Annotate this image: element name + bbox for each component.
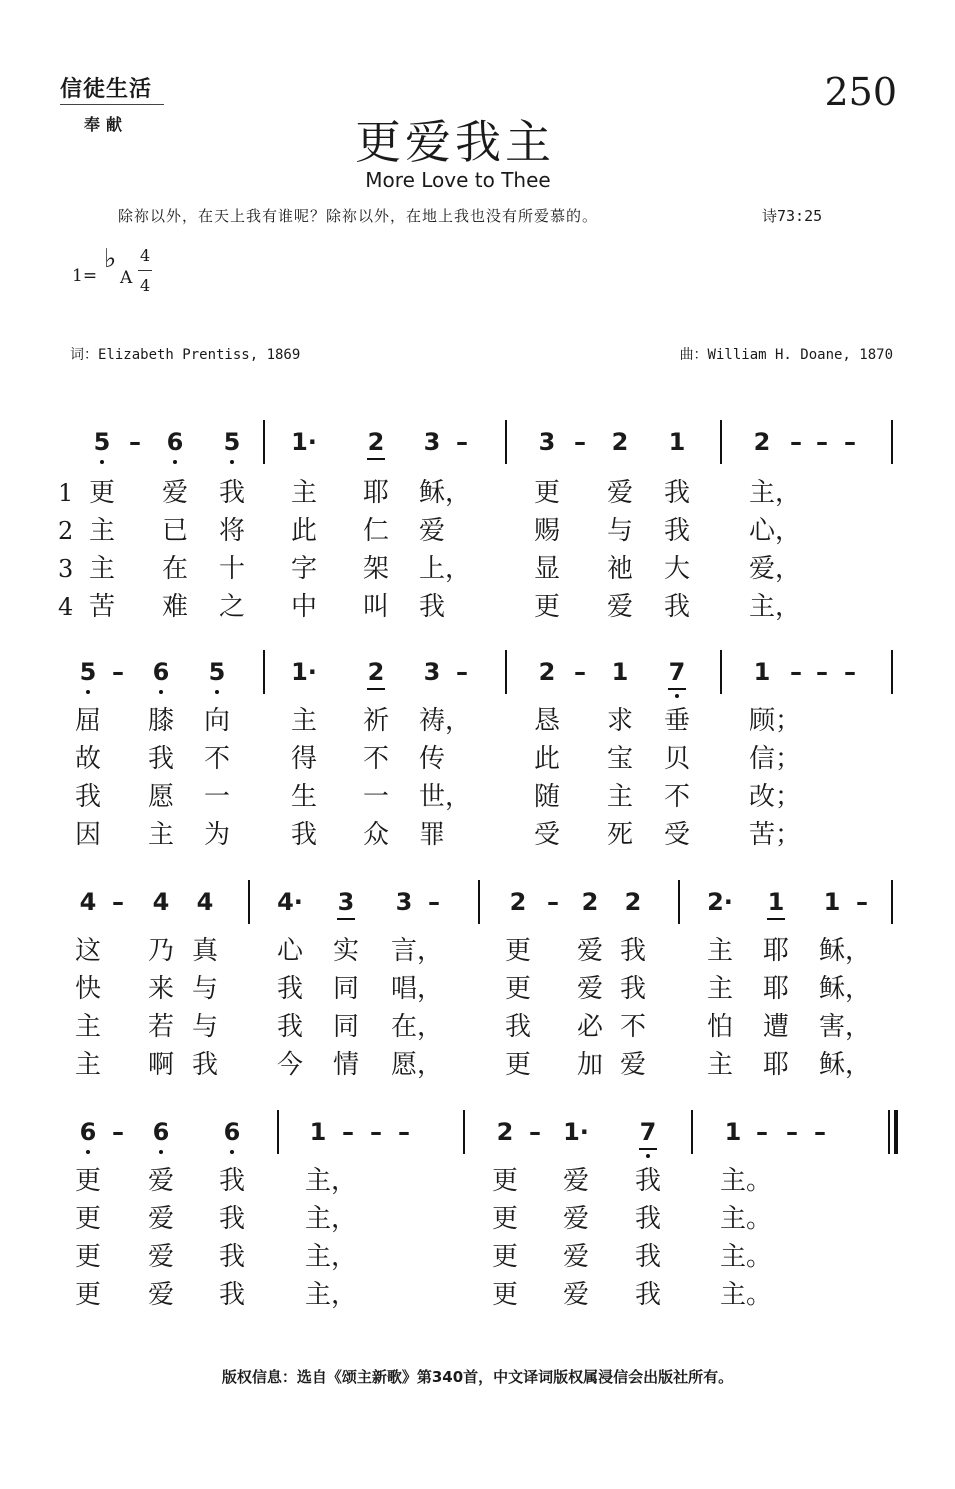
sustain-dash: –: [844, 658, 856, 686]
note: 6: [223, 1118, 241, 1146]
lyric-syllable: 实: [332, 936, 360, 966]
sustain-dash: –: [456, 658, 468, 686]
key-note: A: [120, 268, 133, 288]
sustain-dash: –: [112, 1118, 124, 1146]
lyric-syllable: 爱: [147, 1166, 175, 1196]
low-octave-dot: [86, 1150, 90, 1154]
note: 5: [223, 428, 241, 456]
verse-number: 4: [58, 593, 74, 621]
low-octave-dot: [159, 1150, 163, 1154]
lyric-syllable: 我: [276, 974, 304, 1004]
lyric-syllable: 主。: [719, 1280, 773, 1310]
sustain-dash: –: [844, 428, 856, 456]
lyric-syllable: 中: [290, 592, 318, 622]
lyric-syllable: 主，: [304, 1166, 358, 1196]
note: 2: [611, 428, 629, 456]
lyric-syllable: 主，: [304, 1280, 358, 1310]
note: 1: [309, 1118, 327, 1146]
lyric-syllable: 受: [533, 820, 561, 850]
bar-line: [248, 880, 250, 924]
lyric-syllable: 爱: [576, 936, 604, 966]
lyric-syllable: 爱: [147, 1204, 175, 1234]
lyric-syllable: 我: [218, 478, 246, 508]
lyric-syllable: 主: [606, 782, 634, 812]
lyric-syllable: 主: [88, 516, 116, 546]
lyric-syllable: 我: [74, 782, 102, 812]
lyric-syllable: 故: [74, 744, 102, 774]
lyric-syllable: 稣，: [418, 478, 472, 508]
lyric-syllable: 主。: [719, 1204, 773, 1234]
lyric-syllable: 不: [663, 782, 691, 812]
lyric-syllable: 乃: [147, 936, 175, 966]
note-underline: [367, 688, 385, 690]
copyright-notice: 版权信息：选自《颂主新歌》第340首，中文译词版权属浸信会出版社所有。: [221, 1368, 734, 1386]
note: 3: [538, 428, 556, 456]
lyric-syllable: 稣，: [818, 936, 872, 966]
lyric-syllable: 主，: [304, 1204, 358, 1234]
note: 3: [423, 658, 441, 686]
lyric-syllable: 同: [332, 1012, 360, 1042]
sustain-dash: –: [816, 428, 828, 456]
note: 2: [367, 658, 385, 686]
flat-icon: ♭: [104, 244, 117, 274]
lyric-syllable: 之: [218, 592, 246, 622]
bar-line: [720, 420, 722, 464]
lyric-syllable: 祂: [606, 554, 634, 584]
lyric-syllable: 耶: [762, 936, 790, 966]
lyric-syllable: 苦；: [748, 820, 802, 850]
lyric-syllable: 来: [147, 974, 175, 1004]
lyric-syllable: 因: [74, 820, 102, 850]
note-underline: [337, 918, 355, 920]
lyric-syllable: 爱: [147, 1280, 175, 1310]
lyric-syllable: 主: [290, 706, 318, 736]
lyric-syllable: 大: [663, 554, 691, 584]
lyric-syllable: 害，: [818, 1012, 872, 1042]
lyric-syllable: 仁: [362, 516, 390, 546]
lyric-syllable: 主: [706, 1050, 734, 1080]
lyric-syllable: 宝: [606, 744, 634, 774]
verse-number: 2: [58, 517, 74, 545]
lyric-syllable: 生: [290, 782, 318, 812]
lyric-syllable: 我: [634, 1280, 662, 1310]
bar-line: [505, 650, 507, 694]
lyric-syllable: 贝: [663, 744, 691, 774]
sustain-dash: –: [428, 888, 440, 916]
lyric-syllable: 爱: [147, 1242, 175, 1272]
note: 3: [395, 888, 413, 916]
low-octave-dot: [646, 1154, 650, 1158]
lyric-syllable: 字: [290, 554, 318, 584]
low-octave-dot: [86, 690, 90, 694]
note: 4: [152, 888, 170, 916]
note: 6: [79, 1118, 97, 1146]
lyric-syllable: 更: [533, 592, 561, 622]
note-underline: [767, 918, 785, 920]
bar-line: [263, 420, 265, 464]
note: 2: [581, 888, 599, 916]
lyric-syllable: 改；: [748, 782, 802, 812]
lyric-syllable: 罪: [418, 820, 446, 850]
lyric-syllable: 随: [533, 782, 561, 812]
lyric-syllable: 我: [147, 744, 175, 774]
low-octave-dot: [215, 690, 219, 694]
note-underline: [639, 1148, 657, 1150]
lyric-syllable: 心: [276, 936, 304, 966]
lyric-syllable: 主: [88, 554, 116, 584]
bar-line: [463, 1110, 465, 1154]
lyric-syllable: 愿，: [390, 1050, 444, 1080]
hymn-title: 更爱我主: [355, 115, 555, 169]
lyric-syllable: 此: [533, 744, 561, 774]
lyric-syllable: 我: [418, 592, 446, 622]
lyric-syllable: 不: [619, 1012, 647, 1042]
note: 7: [668, 658, 686, 686]
lyric-syllable: 一: [203, 782, 231, 812]
lyric-syllable: 已: [161, 516, 189, 546]
note: 2: [753, 428, 771, 456]
sustain-dash: –: [786, 1118, 798, 1146]
final-bar-line: [888, 1110, 890, 1154]
lyric-syllable: 我: [191, 1050, 219, 1080]
lyric-syllable: 传: [418, 744, 446, 774]
lyric-syllable: 在: [161, 554, 189, 584]
lyric-syllable: 顾；: [748, 706, 802, 736]
lyric-syllable: 怕: [706, 1012, 734, 1042]
sustain-dash: –: [856, 888, 868, 916]
lyric-syllable: 今: [276, 1050, 304, 1080]
lyric-syllable: 一: [362, 782, 390, 812]
note: 6: [166, 428, 184, 456]
lyric-syllable: 与: [191, 1012, 219, 1042]
lyric-syllable: 主: [147, 820, 175, 850]
note: 1·: [291, 428, 317, 456]
note: 2: [367, 428, 385, 456]
lyric-syllable: 主，: [748, 592, 802, 622]
lyric-syllable: 我: [663, 592, 691, 622]
bar-line: [691, 1110, 693, 1154]
lyric-syllable: 我: [218, 1280, 246, 1310]
time-signature-top: 4: [140, 246, 151, 265]
note: 7: [639, 1118, 657, 1146]
lyric-syllable: 垂: [663, 706, 691, 736]
low-octave-dot: [675, 694, 679, 698]
lyric-syllable: 屈: [74, 706, 102, 736]
lyric-syllable: 膝: [147, 706, 175, 736]
lyric-syllable: 与: [191, 974, 219, 1004]
sustain-dash: –: [790, 428, 802, 456]
lyric-syllable: 我: [634, 1242, 662, 1272]
lyric-syllable: 不: [362, 744, 390, 774]
time-signature-bar: [138, 270, 152, 271]
note: 5: [208, 658, 226, 686]
lyric-syllable: 稣，: [818, 1050, 872, 1080]
subsection-label: 奉献: [84, 115, 129, 134]
lyric-syllable: 爱: [562, 1280, 590, 1310]
lyric-syllable: 言，: [390, 936, 444, 966]
lyric-syllable: 赐: [533, 516, 561, 546]
lyric-syllable: 主: [706, 936, 734, 966]
lyric-syllable: 遭: [762, 1012, 790, 1042]
lyric-syllable: 更: [74, 1204, 102, 1234]
note: 1: [753, 658, 771, 686]
low-octave-dot: [173, 460, 177, 464]
note: 5: [79, 658, 97, 686]
lyric-syllable: 爱: [562, 1204, 590, 1234]
hymn-number: 250: [824, 70, 897, 114]
lyric-syllable: 我: [619, 936, 647, 966]
bar-line: [891, 420, 893, 464]
lyric-syllable: 显: [533, 554, 561, 584]
sustain-dash: –: [547, 888, 559, 916]
lyric-syllable: 上，: [418, 554, 472, 584]
bar-line: [891, 650, 893, 694]
lyric-syllable: 爱: [562, 1242, 590, 1272]
lyric-syllable: 同: [332, 974, 360, 1004]
lyric-syllable: 爱: [562, 1166, 590, 1196]
lyric-syllable: 受: [663, 820, 691, 850]
note: 1·: [563, 1118, 589, 1146]
key-prefix: 1=: [72, 266, 98, 286]
lyric-syllable: 我: [218, 1166, 246, 1196]
sustain-dash: –: [816, 658, 828, 686]
lyric-syllable: 爱: [606, 478, 634, 508]
lyric-syllable: 更: [491, 1242, 519, 1272]
lyric-syllable: 这: [74, 936, 102, 966]
lyric-syllable: 与: [606, 516, 634, 546]
bar-line: [478, 880, 480, 924]
lyric-syllable: 为: [203, 820, 231, 850]
lyric-syllable: 将: [218, 516, 246, 546]
lyric-syllable: 心，: [748, 516, 802, 546]
note: 2: [509, 888, 527, 916]
sustain-dash: –: [342, 1118, 354, 1146]
lyric-syllable: 不: [203, 744, 231, 774]
note: 2: [496, 1118, 514, 1146]
lyric-syllable: 情: [332, 1050, 360, 1080]
lyric-syllable: 我: [276, 1012, 304, 1042]
lyric-syllable: 主。: [719, 1242, 773, 1272]
lyric-syllable: 叫: [362, 592, 390, 622]
lyric-syllable: 我: [634, 1166, 662, 1196]
note: 2·: [707, 888, 733, 916]
scripture-reference: 诗73:25: [762, 207, 823, 225]
sustain-dash: –: [112, 888, 124, 916]
lyric-syllable: 我: [619, 974, 647, 1004]
section-divider: [60, 104, 164, 105]
sustain-dash: –: [129, 428, 141, 456]
lyric-syllable: 苦: [88, 592, 116, 622]
note-underline: [668, 688, 686, 690]
note: 1: [767, 888, 785, 916]
sustain-dash: –: [529, 1118, 541, 1146]
lyric-syllable: 快: [74, 974, 102, 1004]
lyric-syllable: 主: [706, 974, 734, 1004]
sustain-dash: –: [574, 428, 586, 456]
lyric-syllable: 啊: [147, 1050, 175, 1080]
lyric-syllable: 求: [606, 706, 634, 736]
sustain-dash: –: [398, 1118, 410, 1146]
lyric-syllable: 十: [218, 554, 246, 584]
lyric-syllable: 主: [74, 1012, 102, 1042]
note: 6: [152, 658, 170, 686]
low-octave-dot: [159, 690, 163, 694]
lyric-syllable: 加: [576, 1050, 604, 1080]
note: 1: [823, 888, 841, 916]
lyric-syllable: 主，: [748, 478, 802, 508]
lyric-syllable: 爱: [619, 1050, 647, 1080]
lyric-syllable: 我: [504, 1012, 532, 1042]
lyric-syllable: 我: [663, 478, 691, 508]
lyric-syllable: 耶: [762, 1050, 790, 1080]
lyric-syllable: 祈: [362, 706, 390, 736]
verse-number: 1: [58, 479, 74, 507]
note: 3: [337, 888, 355, 916]
note: 2: [538, 658, 556, 686]
lyric-syllable: 更: [74, 1166, 102, 1196]
lyric-syllable: 稣，: [818, 974, 872, 1004]
note: 1: [668, 428, 686, 456]
lyric-syllable: 爱: [606, 592, 634, 622]
note: 4: [79, 888, 97, 916]
lyric-syllable: 主: [290, 478, 318, 508]
lyric-syllable: 主: [74, 1050, 102, 1080]
sustain-dash: –: [790, 658, 802, 686]
lyric-syllable: 更: [74, 1242, 102, 1272]
note: 3: [423, 428, 441, 456]
bar-line: [720, 650, 722, 694]
note: 4·: [277, 888, 303, 916]
bar-line: [891, 880, 893, 924]
lyric-syllable: 唱，: [390, 974, 444, 1004]
sustain-dash: –: [370, 1118, 382, 1146]
lyric-syllable: 难: [161, 592, 189, 622]
lyric-syllable: 更: [74, 1280, 102, 1310]
note-underline: [367, 458, 385, 460]
lyric-syllable: 我: [663, 516, 691, 546]
lyric-syllable: 在，: [390, 1012, 444, 1042]
lyric-syllable: 真: [191, 936, 219, 966]
note: 4: [196, 888, 214, 916]
note: 2: [624, 888, 642, 916]
lyric-syllable: 必: [576, 1012, 604, 1042]
bar-line: [277, 1110, 279, 1154]
lyric-syllable: 世，: [418, 782, 472, 812]
final-bar-line: [894, 1110, 898, 1154]
lyric-syllable: 耶: [762, 974, 790, 1004]
lyric-syllable: 死: [606, 820, 634, 850]
lyric-syllable: 我: [218, 1242, 246, 1272]
verse-number: 3: [58, 555, 74, 583]
lyric-syllable: 更: [88, 478, 116, 508]
lyric-syllable: 主，: [304, 1242, 358, 1272]
sustain-dash: –: [814, 1118, 826, 1146]
low-octave-dot: [100, 460, 104, 464]
lyric-syllable: 向: [203, 706, 231, 736]
low-octave-dot: [230, 460, 234, 464]
lyric-syllable: 主。: [719, 1166, 773, 1196]
lyric-syllable: 爱: [418, 516, 446, 546]
bar-line: [505, 420, 507, 464]
lyric-syllable: 祷，: [418, 706, 472, 736]
low-octave-dot: [230, 1150, 234, 1154]
note: 5: [93, 428, 111, 456]
bar-line: [678, 880, 680, 924]
lyric-syllable: 更: [533, 478, 561, 508]
lyric-syllable: 我: [218, 1204, 246, 1234]
lyric-syllable: 更: [491, 1166, 519, 1196]
lyric-syllable: 爱，: [748, 554, 802, 584]
lyric-syllable: 更: [491, 1204, 519, 1234]
lyric-syllable: 若: [147, 1012, 175, 1042]
lyric-syllable: 众: [362, 820, 390, 850]
lyric-syllable: 爱: [576, 974, 604, 1004]
lyric-syllable: 更: [504, 936, 532, 966]
note: 1·: [291, 658, 317, 686]
lyric-syllable: 我: [290, 820, 318, 850]
lyric-syllable: 更: [504, 974, 532, 1004]
lyric-syllable: 此: [290, 516, 318, 546]
lyric-syllable: 耶: [362, 478, 390, 508]
lyric-syllable: 愿: [147, 782, 175, 812]
lyric-syllable: 更: [504, 1050, 532, 1080]
bar-line: [263, 650, 265, 694]
lyric-syllable: 得: [290, 744, 318, 774]
note: 6: [152, 1118, 170, 1146]
lyricist-credit: 词：Elizabeth Prentiss, 1869: [70, 347, 301, 363]
lyric-syllable: 爱: [161, 478, 189, 508]
time-signature-bottom: 4: [140, 276, 151, 295]
lyric-syllable: 更: [491, 1280, 519, 1310]
sustain-dash: –: [756, 1118, 768, 1146]
composer-credit: 曲：William H. Doane, 1870: [679, 347, 893, 363]
sustain-dash: –: [574, 658, 586, 686]
lyric-syllable: 信；: [748, 744, 802, 774]
section-label: 信徒生活: [60, 76, 153, 102]
lyric-syllable: 架: [362, 554, 390, 584]
scripture-text: 除祢以外，在天上我有谁呢？除祢以外，在地上我也没有所爱慕的。: [118, 207, 599, 225]
hymn-title-english: More Love to Thee: [365, 168, 551, 192]
note: 1: [611, 658, 629, 686]
note: 1: [724, 1118, 742, 1146]
sustain-dash: –: [456, 428, 468, 456]
lyric-syllable: 我: [634, 1204, 662, 1234]
sustain-dash: –: [112, 658, 124, 686]
lyric-syllable: 恳: [533, 706, 561, 736]
